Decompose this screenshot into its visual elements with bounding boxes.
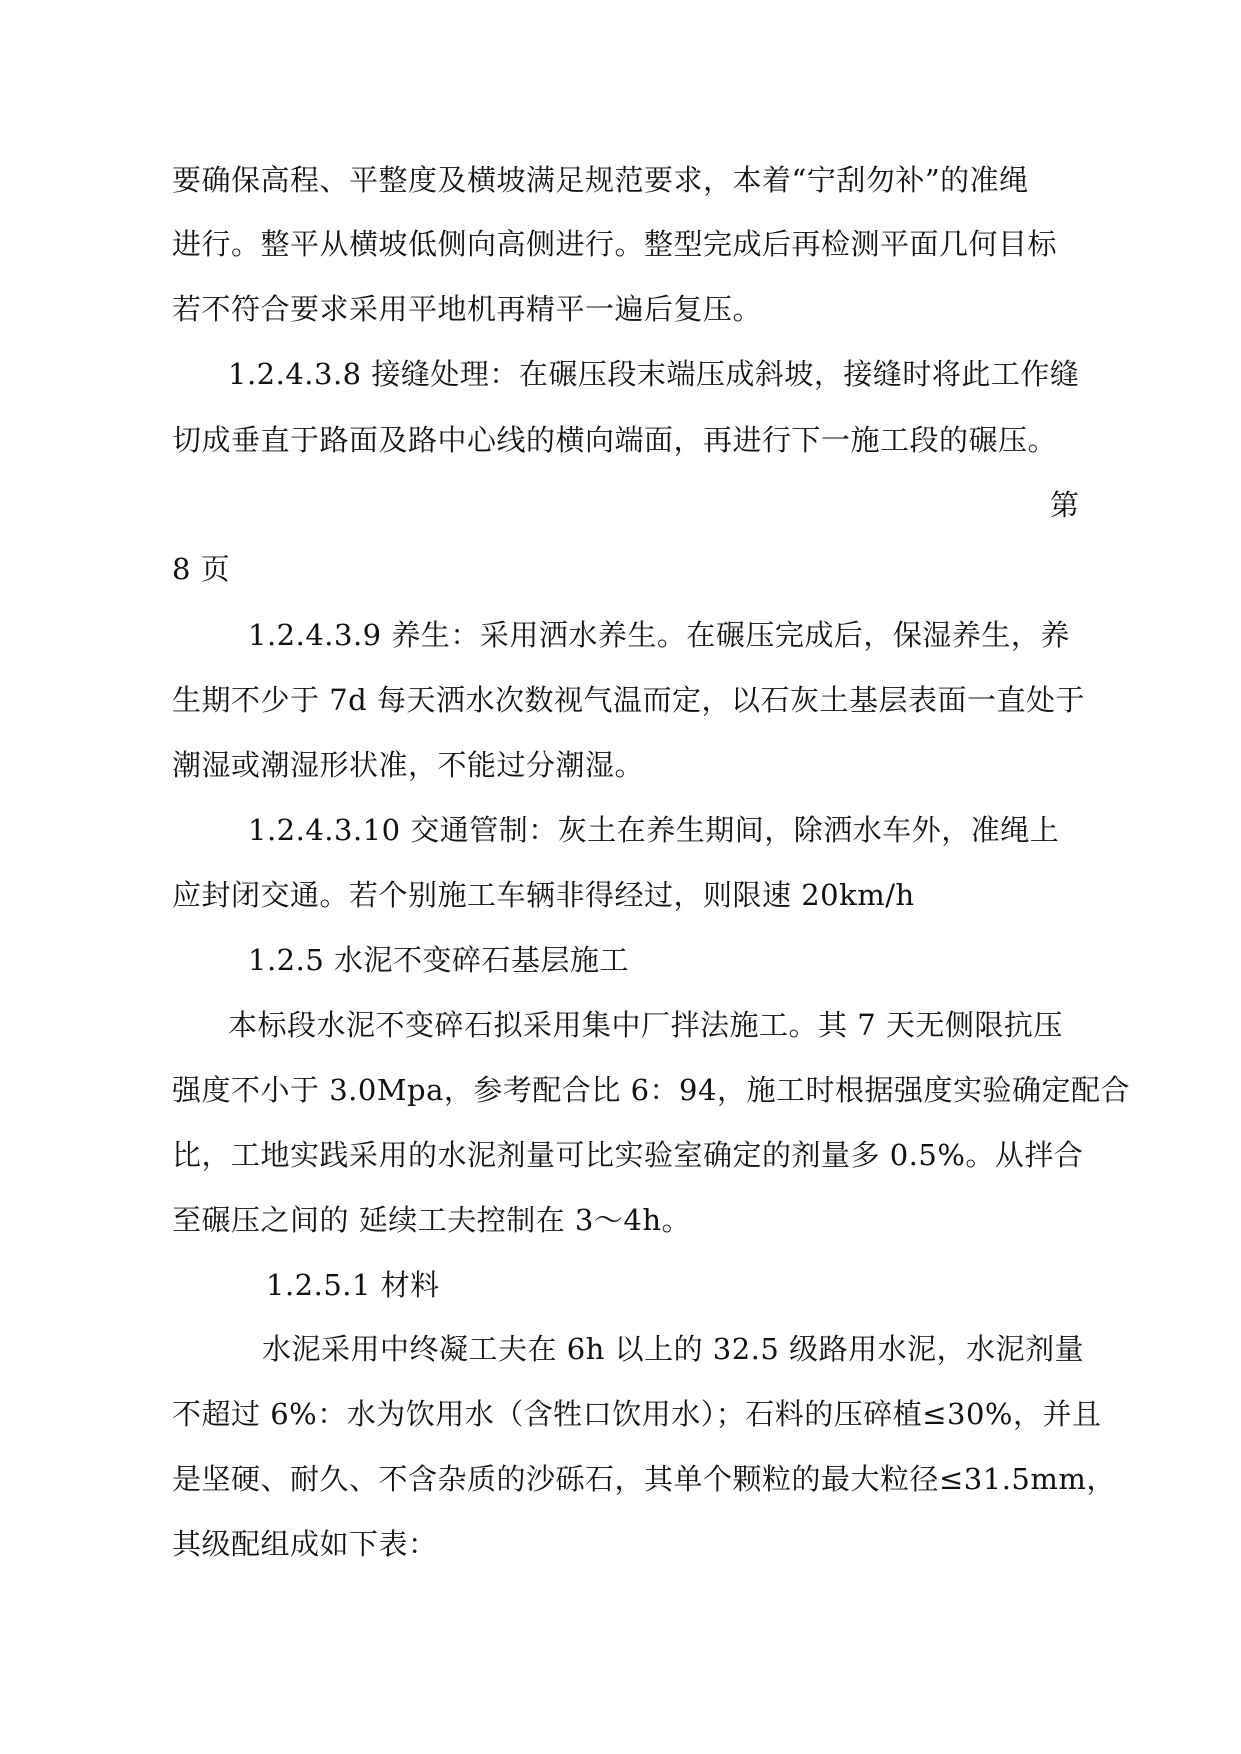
paragraph-line: 水泥采用中终凝工夫在 6h 以上的 32.5 级路用水泥，水泥剂量 [262, 1332, 1085, 1366]
paragraph-line: 要确保高程、平整度及横坡满足规范要求，本着“宁刮勿补”的准绳 [172, 163, 1029, 197]
paragraph-line: 切成垂直于路面及路中心线的横向端面，再进行下一施工段的碾压。 [172, 423, 1058, 457]
paragraph-line: 不超过 6%：水为饮用水（含牲口饮用水）；石料的压碎植≤30%，并且 [172, 1397, 1102, 1431]
page-number-value: 8 页 [172, 552, 231, 586]
section-heading-1-2-5-1: 1.2.5.1 材料 [266, 1268, 440, 1302]
paragraph-line: 其级配组成如下表： [172, 1527, 438, 1561]
paragraph-line: 应封闭交通。若个别施工车辆非得经过，则限速 20km/h [172, 878, 915, 912]
section-heading-1-2-4-3-9: 1.2.4.3.9 养生：采用洒水养生。在碾压完成后，保湿养生，养 [248, 618, 1070, 652]
paragraph-line: 若不符合要求采用平地机再精平一遍后复压。 [172, 292, 763, 326]
paragraph-line: 生期不少于 7d 每天洒水次数视气温而定，以石灰土基层表面一直处于 [172, 683, 1085, 717]
page-number-label: 第 [1050, 488, 1080, 522]
paragraph-line: 本标段水泥不变碎石拟采用集中厂拌法施工。其 7 天无侧限抗压 [228, 1008, 1063, 1042]
section-heading-1-2-4-3-10: 1.2.4.3.10 交通管制：灰土在养生期间，除洒水车外，准绳上 [248, 813, 1060, 847]
paragraph-line: 进行。整平从横坡低侧向高侧进行。整型完成后再检测平面几何目标 [172, 227, 1058, 261]
paragraph-line: 潮湿或潮湿形状准，不能过分潮湿。 [172, 748, 645, 782]
section-heading-1-2-5: 1.2.5 水泥不变碎石基层施工 [248, 943, 630, 977]
paragraph-line: 比，工地实践采用的水泥剂量可比实验室确定的剂量多 0.5%。从拌合 [172, 1138, 1084, 1172]
paragraph-line: 是坚硬、耐久、不含杂质的沙砾石，其单个颗粒的最大粒径≤31.5mm， [172, 1462, 1116, 1496]
paragraph-line: 强度不小于 3.0Mpa，参考配合比 6：94，施工时根据强度实验确定配合 [172, 1073, 1130, 1107]
section-heading-1-2-4-3-8: 1.2.4.3.8 接缝处理：在碾压段末端压成斜坡，接缝时将此工作缝 [228, 357, 1080, 391]
paragraph-line: 至碾压之间的 延续工夫控制在 3～4h。 [172, 1203, 692, 1237]
